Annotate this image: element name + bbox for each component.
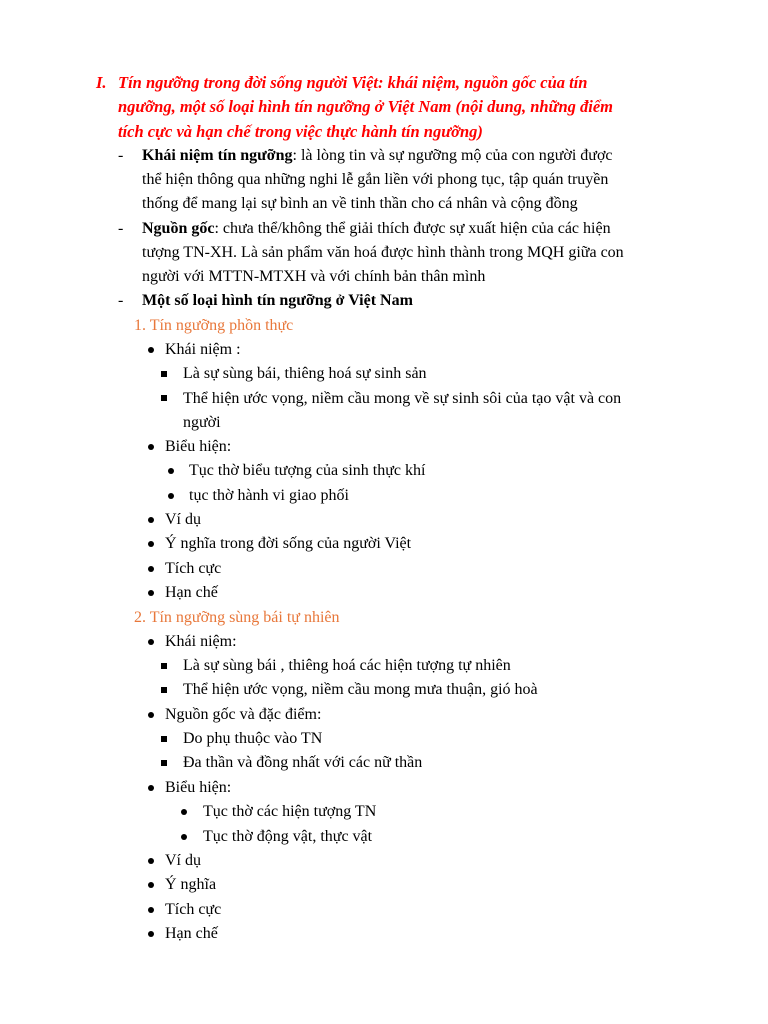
bullet-dot xyxy=(148,590,154,596)
bullet-dot xyxy=(148,882,154,888)
bullet-dot xyxy=(148,931,154,937)
nature-title: 2. Tín ngưỡng sùng bái tự nhiên xyxy=(134,609,340,626)
bullet-square xyxy=(161,395,167,401)
nature-origin-item: Do phụ thuộc vào TN xyxy=(183,730,323,747)
bullet-dot xyxy=(148,639,154,645)
fertility-title: 1. Tín ngưỡng phồn thực xyxy=(134,317,294,334)
concept-text-1: : là lòng tin và sự ngưỡng mộ của con người được xyxy=(292,147,613,164)
bullet-dot xyxy=(148,858,154,864)
fertility-expression-item: tục thờ hành vi giao phối xyxy=(189,487,349,504)
bullet-dot xyxy=(168,493,174,499)
bullet-dot xyxy=(148,444,154,450)
nature-origin-item: Đa thần và đồng nhất với các nữ thần xyxy=(183,754,423,771)
bullet-dot xyxy=(148,566,154,572)
origin-text-3: người với MTTN-MTXH và với chính bản thân mình xyxy=(142,268,486,285)
bullet-square xyxy=(161,687,167,693)
dash-marker: - xyxy=(118,147,124,164)
bullet-dot xyxy=(181,809,187,815)
fertility-positive: Tích cực xyxy=(165,560,222,577)
bullet-dot xyxy=(168,468,174,474)
nature-negative: Hạn chế xyxy=(165,925,218,942)
bullet-dot xyxy=(148,712,154,718)
fertility-concept-item: Thể hiện ước vọng, niềm cầu mong về sự sinh sôi của tạo vật và con xyxy=(183,390,622,407)
bullet-dot xyxy=(148,347,154,353)
fertility-negative: Hạn chế xyxy=(165,584,218,601)
nature-concept-label: Khái niệm: xyxy=(165,633,237,650)
bullet-dot xyxy=(148,541,154,547)
fertility-concept-item: Là sự sùng bái, thiêng hoá sự sinh sản xyxy=(183,365,427,382)
concept-term: Khái niệm tín ngưỡng xyxy=(142,147,293,164)
bullet-dot xyxy=(148,907,154,913)
fertility-meaning: Ý nghĩa trong đời sống của người Việt xyxy=(165,535,412,552)
heading-number: I. xyxy=(96,73,107,92)
nature-expression-label: Biểu hiện: xyxy=(165,779,232,796)
origin-text-1: : chưa thể/không thể giải thích được sự xuất hiện của các hiện xyxy=(214,220,611,237)
nature-example: Ví dụ xyxy=(165,852,201,869)
heading-line-1: Tín ngưỡng trong đời sống người Việt: khái niệm, nguồn gốc của tín xyxy=(118,73,588,92)
dash-marker: - xyxy=(118,292,124,309)
bullet-square xyxy=(161,371,167,377)
fertility-expression-item: Tục thờ biểu tượng của sinh thực khí xyxy=(189,462,426,479)
bullet-square xyxy=(161,663,167,669)
nature-positive: Tích cực xyxy=(165,901,222,918)
bullet-dot xyxy=(148,517,154,523)
concept-text-3: thống để mang lại sự bình an về tinh thần cho cá nhân và cộng đồng xyxy=(142,195,578,212)
nature-concept-item: Là sự sùng bái , thiêng hoá các hiện tượng tự nhiên xyxy=(183,657,511,674)
fertility-concept-item-continued: người xyxy=(183,414,221,431)
dash-marker: - xyxy=(118,220,124,237)
nature-origin-label: Nguồn gốc và đặc điểm: xyxy=(165,706,322,723)
fertility-expression-label: Biểu hiện: xyxy=(165,438,232,455)
bullet-square xyxy=(161,760,167,766)
nature-meaning: Ý nghĩa xyxy=(165,876,217,893)
bullet-dot xyxy=(181,834,187,840)
bullet-square xyxy=(161,736,167,742)
origin-text-2: tượng TN-XH. Là sản phẩm văn hoá được hình thành trong MQH giữa con xyxy=(142,244,624,261)
concept-paragraph-line-1 xyxy=(142,144,613,168)
fertility-concept-label: Khái niệm : xyxy=(165,341,241,358)
concept-text-2: thể hiện thông qua những nghi lễ gắn liền với phong tục, tập quán truyền xyxy=(142,171,609,188)
origin-paragraph-line-1 xyxy=(142,217,611,241)
heading-line-3: tích cực và hạn chế trong việc thực hành tín ngưỡng) xyxy=(118,122,483,141)
heading-line-2: ngưỡng, một số loại hình tín ngưỡng ở Việt Nam (nội dung, những điểm xyxy=(118,97,613,116)
fertility-example: Ví dụ xyxy=(165,511,201,528)
nature-expression-item: Tục thờ các hiện tượng TN xyxy=(203,803,377,820)
bullet-dot xyxy=(148,785,154,791)
types-title: Một số loại hình tín ngưỡng ở Việt Nam xyxy=(142,292,413,309)
origin-term: Nguồn gốc xyxy=(142,220,215,237)
nature-concept-item: Thể hiện ước vọng, niềm cầu mong mưa thuận, gió hoà xyxy=(183,681,538,698)
nature-expression-item: Tục thờ động vật, thực vật xyxy=(203,828,373,845)
